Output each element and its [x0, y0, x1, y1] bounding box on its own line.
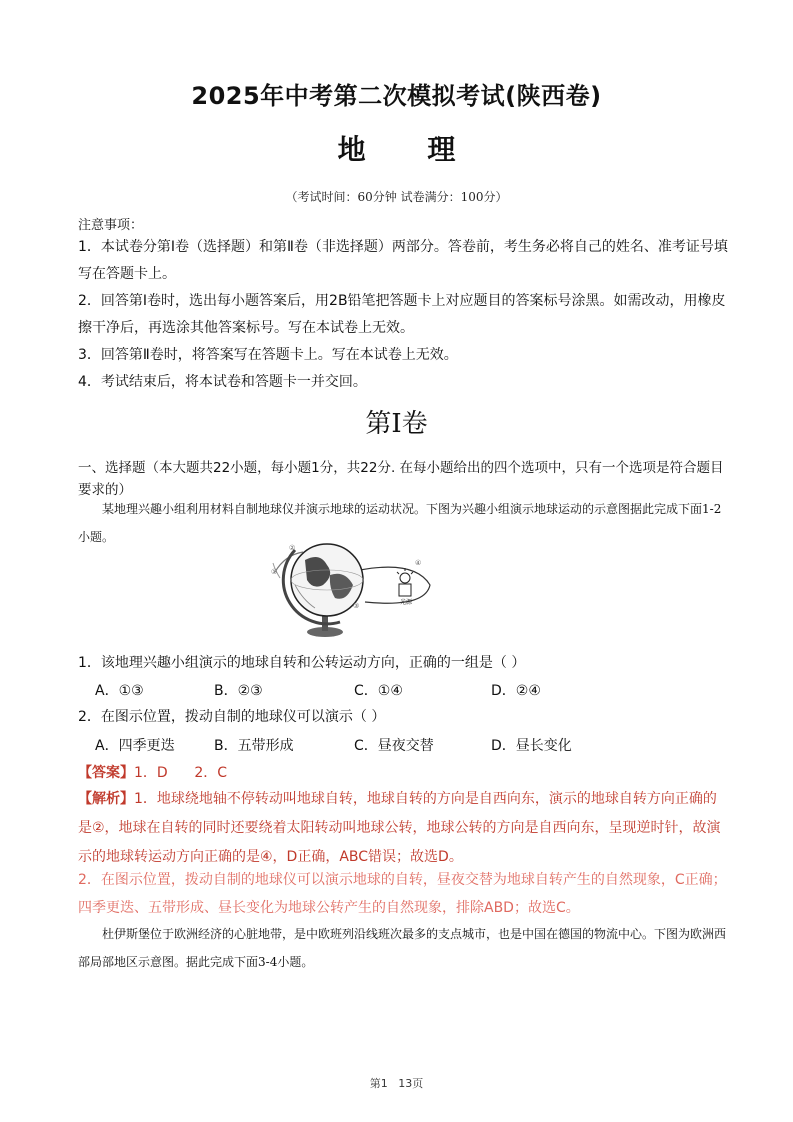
- analysis-text-1: 1．地球绕地轴不停转动叫地球自转，地球自转的方向是自西向东，演示的地球自转方向正确的是②，地球在自转的同时还要绕着太阳转动叫地球公转，地球公转的方向是自西向东，呈现逆时针，故演示的地球转运动方向正确的是④，D正确，ABC错误；故选D。: [78, 791, 721, 865]
- intro-paragraph-2: 杜伊斯堡位于欧洲经济的心脏地带，是中欧班列沿线班次最多的支点城市，也是中国在德国的物流中心。下图为欧洲西部局部地区示意图。据此完成下面3-4小题。: [78, 927, 727, 969]
- exam-title: 2025年中考第二次模拟考试(陕西卷): [191, 82, 602, 110]
- question-1-option-d: D．②④: [491, 683, 541, 699]
- exam-time-info: （考试时间：60分钟 试卷满分：100分）: [285, 190, 508, 204]
- question-2-option-c: C．昼夜交替: [354, 738, 434, 754]
- question-2-option-a: A．四季更迭: [95, 738, 175, 754]
- light-source-label: 光源: [400, 599, 413, 606]
- notice-heading: 注意事项：: [78, 218, 144, 233]
- answer-line: [78, 762, 227, 782]
- notice-item-3: 3．回答第Ⅱ卷时，将答案写在答题卡上。写在本试卷上无效。: [78, 347, 458, 363]
- question-2-option-b: B．五带形成: [214, 738, 294, 754]
- page-footer: 第1 13页: [369, 1077, 424, 1090]
- answer-label: 【答案】: [78, 765, 134, 781]
- arrow-label-3: ③: [353, 602, 360, 610]
- volume-heading: 第Ⅰ卷: [365, 409, 428, 439]
- orbit-path: [360, 567, 430, 603]
- question-1-stem: 1．该地理兴趣小组演示的地球自转和公转运动方向，正确的一组是（ ）: [78, 655, 526, 671]
- notice-item-2: 2．回答第Ⅰ卷时，选出每小题答案后，用2B铅笔把答题卡上对应题目的答案标号涂黑。如需改动，用橡皮擦干净后，再选涂其他答案标号。写在本试卷上无效。: [78, 293, 726, 336]
- question-2-option-d: D．昼长变化: [491, 738, 572, 754]
- section-heading: 一、选择题（本大题共22小题，每小题1分，共22分. 在每小题给出的四个选项中，只有一个选项是符合题目要求的）: [78, 460, 724, 498]
- intro-paragraph-1: 某地理兴趣小组利用材料自制地球仪并演示地球的运动状况。下图为兴趣小组演示地球运动的示意图据此完成下面1-2小题。: [78, 502, 722, 544]
- analysis-paragraph-2: 2．在图示位置，拨动自制的地球仪可以演示地球的自转，昼夜交替为地球自转产生的自然现象，C正确；四季更迭、五带形成、昼长变化为地球公转产生的自然现象，排除ABD；故选C。: [78, 872, 727, 916]
- question-1-option-c: C．①④: [354, 683, 403, 699]
- arrow-label-2: ②: [289, 544, 296, 552]
- arrow-label-1: ①: [271, 568, 278, 576]
- arrow-label-4: ④: [415, 559, 422, 567]
- notice-item-1: 1．本试卷分第Ⅰ卷（选择题）和第Ⅱ卷（非选择题）两部分。答卷前，考生务必将自己的姓名、准考证号填写在答题卡上。: [78, 239, 728, 282]
- globe-figure-svg: [265, 530, 445, 642]
- analysis-label: 【解析】: [78, 791, 134, 807]
- answer-text: 1．D 2．C: [134, 765, 228, 781]
- subject-title: 地 理: [337, 133, 482, 166]
- analysis-paragraph-1: [78, 785, 730, 872]
- light-bulb-icon: [400, 573, 410, 583]
- notice-item-4: 4．考试结束后，将本试卷和答题卡一并交回。: [78, 374, 367, 390]
- question-1-option-a: A．①③: [95, 683, 144, 699]
- question-1-option-b: B．②③: [214, 683, 263, 699]
- question-2-stem: 2．在图示位置，拨动自制的地球仪可以演示（ ）: [78, 709, 386, 725]
- globe-figure: [265, 530, 445, 642]
- light-source-box: [399, 584, 411, 596]
